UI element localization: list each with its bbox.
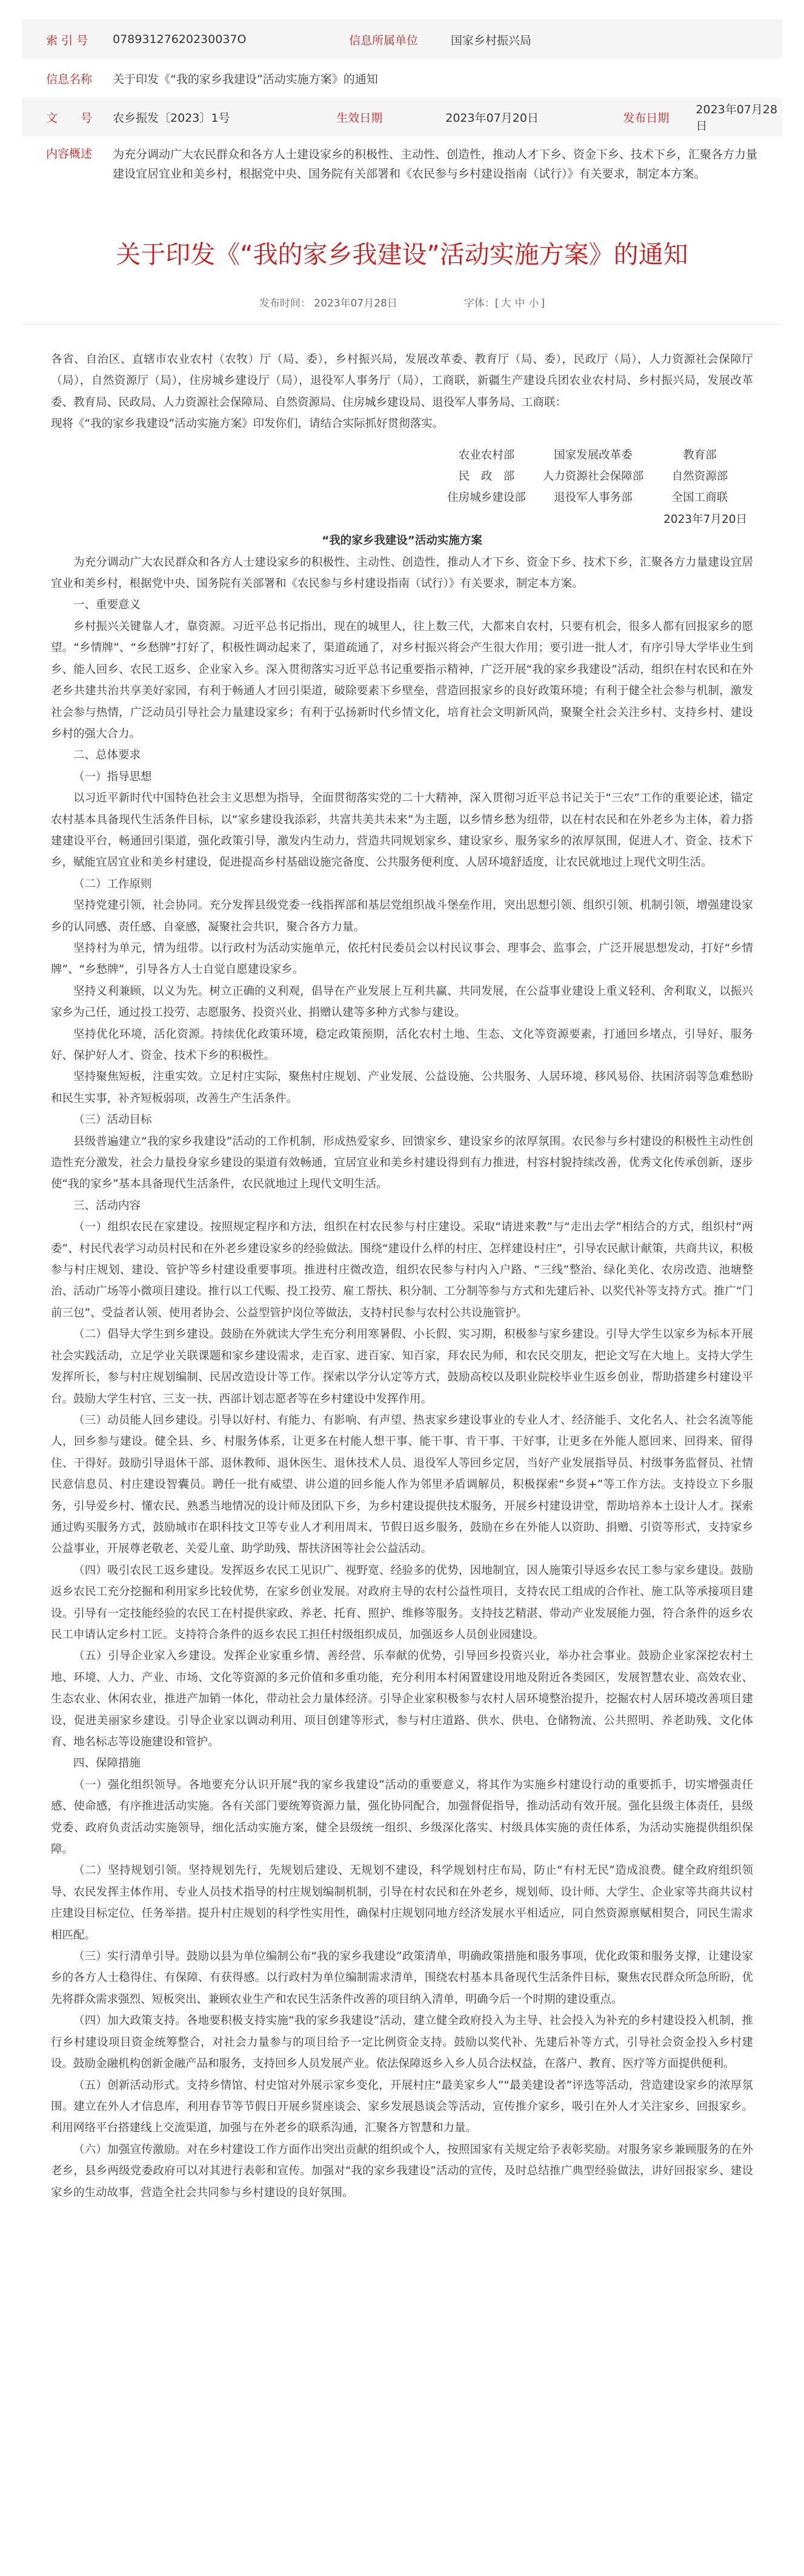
paragraph: （四）加大政策支持。各地要积极支持实施“我的家乡我建设”活动，建立健全政府投入为主导、社会投入为补充的乡村建设投入机制，推行乡村建设项目资金统筹整合，对社会力量参与的项目给予一定比例资金支持。鼓励以奖代补、先建后补等方式，引导社会资金投入乡村建设。鼓励金融机构创新金融产品和服务，支持回乡人员发展产业。依法保障返乡入乡人员合法权益，在落户、教育、医疗等方面提供便利。 xyxy=(51,2014,753,2071)
section-heading: 三、活动内容 xyxy=(73,1199,141,1212)
subsection-heading: （二）工作原则 xyxy=(73,877,152,891)
index-value: 07893127620230037O xyxy=(113,33,247,46)
signer-row xyxy=(51,445,753,466)
paragraph: 县级普遍建立“我的家乡我建设”活动的工作机制，形成热爱家乡、回馈家乡、建设家乡的浓厚氛围。农民参与乡村建设的积极性主动性创造性充分激发，社会力量投身家乡建设的渠道有效畅通，宜居宜业和美乡村建设得到有力推进，村容村貌持续改善，优秀文化传承创新，逐步使“我的家乡”基本具备现代生活条件，农民就地过上现代文明生活。 xyxy=(51,1135,753,1191)
paragraph: （五）引导企业家入乡建设。发挥企业家重乡情、善经营、乐奉献的优势，引导回乡投资兴业，举办社会事业。鼓励企业家深挖农村土地、环境、人力、产业、市场、文化等资源的多元价值和多重功能，充分利用本村闲置建设用地及附近各类园区，发展智慧农业、高效农业、生态农业、休闲农业，推进产加销一体化，带动社会力量体经济。引导企业家积极参与农村人居环境整治提升，挖掘农村人居环境改善项目建设，促进美丽家乡建设。引导企业家以调动利用、项目创建等形式，参与村庄道路、供水、供电、仓储物流、公共照明、养老助残、文化体育、地名标志等设施建设和管护。 xyxy=(51,1650,753,1748)
meta-row-index xyxy=(22,20,782,59)
recipients: 各省、自治区、直辖市农业农村（农牧）厅（局、委），乡村振兴局，发展改革委、教育厅（局、委），民政厅（局），人力资源社会保障厅（局），自然资源厅（局），住房城乡建设厅（局），退役军人事务厅（局），工商联，新疆生产建设兵团农业农村局、乡村振兴局，发展改革委、教育局、民政局、人力资源社会保障局、自然资源局、住房城乡建设局、退役军人事务局、工商联： xyxy=(51,353,753,409)
signer: 国家发展改革委 xyxy=(554,448,633,462)
info-title-label: 信息名称 xyxy=(46,72,93,86)
section-heading: 四、保障措施 xyxy=(73,1757,141,1770)
paragraph: 坚持村为单元，情为纽带。以行政村为活动实施单元，依托村民委员会以村民议事会、理事会、监事会，广泛开展思想发动，打好“乡情牌”、“乡愁牌”，引导各方人士自觉自愿建设家乡。 xyxy=(51,941,753,977)
paragraph: （三）实行清单引导。鼓励以县为单位编制公布“我的家乡我建设”政策清单，明确政策措施和服务事项，优化政策和服务支撑，让建设家乡的各方人士稳得住、有保障、有获得感。以行政村为单位编制需求清单，围绕农村基本具备现代生活条件目标，聚焦农民群众所急所盼，优先将群众需求强烈、短板突出、兼顾农业生产和农民生活条件改善的项目纳入清单，明确今后一个时期的建设重点。 xyxy=(51,1950,753,2006)
paragraph: （四）吸引农民工返乡建设。发挥返乡农民工见识广、视野宽、经验多的优势，因地制宜，因人施策引导返乡农民工参与家乡建设。鼓励返乡农民工充分挖掘和利用家乡比较优势，在家乡创业发展。对政府主导的农村公益性项目，支持农民工组成的合作社、施工队等承接项目建设。引导有一定技能经验的农民工在村提供家政、养老、托育、照护、维修等服务。支持技艺精湛、带动产业发展能力强，符合条件的返乡农民工申请认定乡村工匠。支持符合条件的返乡农民工担任村级组织成员，加强返乡人员创业园建设。 xyxy=(51,1564,753,1641)
signer: 自然资源部 xyxy=(671,470,728,483)
meta-row-summary xyxy=(22,136,782,192)
paragraph: 以习近平新时代中国特色社会主义思想为指导，全面贯彻落实党的二十大精神，深入贯彻习近平总书记关于“三农”工作的重要论述，锚定农村基本具备现代生活条件目标，以“家乡建设我添彩，共富共美共未来”为主题，以乡情乡愁为纽带，以在村农民和在外老乡为主体，着力搭建建设平台，畅通回引渠道，强化政策引导，激发内生动力，营造共同规划家乡、建设家乡、服务家乡的浓厚氛围，促进人才、资金、技术下乡，赋能宜居宜业和美乡村建设，促进提高乡村基础设施完备度、公共服务便利度、人居环境舒适度，让农民就地过上现代文明生活。 xyxy=(51,792,753,869)
info-title-value: 关于印发《“我的家乡我建设”活动实施方案》的通知 xyxy=(113,72,378,86)
paragraph: （三）动员能人回乡建设。引导以好村、有能力、有影响、有声望、热衷家乡建设事业的专业人才、经济能手、文化名人、社会名流等能人，回乡参与建设。健全县、乡、村服务体系，让更多在村能人想干事、能干事、肯干事、干好事，让更多在外能人愿回来、回得来、留得住、干得好。鼓励引导退休干部、退休教师、退休医生、退休技术人员、退役军人等回乡定居，当好产业发展指导员、村级事务监督员、社情民意信息员、村庄建设智囊员。聘任一批有威望、讲公道的回乡能人作为邻里矛盾调解员，积极探索“乡贤+”等工作方法。支持设立下乡服务，引导爱乡村、懂农民、熟悉当地情况的设计师及团队下乡，为乡村建设提供技术服务，开展乡村建设讲堂，帮助培养本土设计人才。探索通过购买服务方式，鼓励城市在职科技文卫等专业人才利用周末、节假日返乡服务，鼓励在乡在外能人以资助、捐赠、引资等形式，支持家乡公益事业，开展尊老敬老、关爱儿童、助学助残、帮扶济困等社会公益活动。 xyxy=(51,1413,753,1556)
publish-date-value: 2023年07月28日 xyxy=(696,103,778,133)
page-title: 关于印发《“我的家乡我建设”活动实施方案》的通知 xyxy=(116,240,688,269)
subsection-heading: （三）活动目标 xyxy=(73,1114,152,1127)
signer-row xyxy=(51,487,753,508)
signer: 教育部 xyxy=(683,448,717,462)
paragraph: 为充分调动广大农民群众和各方人士建设家乡的积极性、主动性、创造性，推动人才下乡、资金下乡、技术下乡，汇聚各方力量建设宜居宜业和美乡村，根据党中央、国务院有关部署和《农民参与乡村建设指南（试行）》有关要求，制定本方案。 xyxy=(51,556,753,591)
summary-label: 内容概述 xyxy=(46,147,93,161)
font-small-button[interactable]: 小 xyxy=(528,297,539,310)
section-heading: 二、总体要求 xyxy=(73,749,141,762)
signer: 民 政 部 xyxy=(458,470,515,483)
doc-no-value: 农乡振发〔2023〕1号 xyxy=(113,111,230,125)
paragraph: 乡村振兴关键靠人才，靠资源。习近平总书记指出，现在的城里人，往上数三代，大都来自农村，只要有机会，很多人都有回报家乡的愿望。“乡情牌”、“乡愁牌”打好了，积极性调动起来了，渠道疏通了，对乡村振兴将会产生很大作用；要引进一批人才，有序引导大学毕业生到乡、能人回乡、农民工返乡、企业家入乡。深入贯彻落实习近平总书记重要指示精神，广泛开展“我的家乡我建设”活动，组织在村农民和在外老乡共建共治共享美好家园，有利于畅通人才回引渠道，破除要素下乡壁垒，营造回报家乡的良好政策环境；有利于健全社会参与机制，激发社会参与热情，广泛动员引导社会力量建设家乡；有利于弘扬新时代乡情文化，培育社会文明新风尚，聚聚全社会关注乡村、支持乡村、建设乡村的强大合力。 xyxy=(51,620,753,740)
section-heading: 一、重要意义 xyxy=(73,599,141,612)
paragraph: （六）加强宣传激励。对在乡村建设工作方面作出突出贡献的组织或个人，按照国家有关规定给予表彰奖励。对服务家乡兼顾服务的在外老乡，县乡两级党委政府可以对其进行表彰和宣传。加强对“我的家乡我建设”活动的宣传，及时总结推广典型经验做法，讲好回报家乡、建设家乡的生动故事，营造全社会共同参与乡村建设的良好氛围。 xyxy=(51,2143,753,2199)
org-label: 信息所属单位 xyxy=(349,33,419,47)
signing-date: 2023年7月20日 xyxy=(663,513,747,526)
paragraph: （一）强化组织领导。各地要充分认识开展“我的家乡我建设”活动的重要意义，将其作为实施乡村建设行动的重要抓手，切实增强责任感、使命感，有序推进活动实施。各有关部门要统筹资源力量，强化协同配合，加强督促指导，推动活动有效开展。强化县级主体责任，县级党委、政府负责活动实施领导，细化活动实施方案，健全县级统一组织、乡级深化落实、村级具体实施的责任体系，为活动实施提供组织保障。 xyxy=(51,1778,753,1856)
summary-value: 为充分调动广大农民群众和各方人士建设家乡的积极性、主动性、创造性，推动人才下乡、资金下乡、技术下乡，汇聚各方力量建设宜居宜业和美乡村，根据党中央、国务院有关部署和《农民参与乡村建设指南（试行）》有关要求，制定本方案。 xyxy=(113,148,758,181)
font-medium-button[interactable]: 中 xyxy=(514,297,525,310)
paragraph: （五）创新活动形式。支持乡情馆、村史馆对外展示家乡变化，开展村庄“最美家乡人”“最美建设者”评选等活动，营造建设家乡的浓厚氛围。建立在外人才信息库，利用春节等节假日开展乡贤座谈会、家乡发展恳谈会等活动，宣传推介家乡，吸引在外人才关注家乡、回报家乡。利用网络平台搭建线上交流渠道，加强与在外老乡的联系沟通，汇聚各方智慧和力量。 xyxy=(51,2079,753,2135)
meta-row-docno xyxy=(22,98,782,136)
plan-title: “我的家乡我建设”活动实施方案 xyxy=(322,534,482,548)
plan-paragraphs xyxy=(51,552,753,2203)
effective-date-value: 2023年07月20日 xyxy=(445,111,539,125)
org-value: 国家乡村振兴局 xyxy=(451,33,532,47)
signer-row xyxy=(51,466,753,487)
subsection-heading: （一）指导思想 xyxy=(73,770,152,783)
article-body xyxy=(22,325,782,2203)
publish-date-label: 发布日期 xyxy=(623,111,669,125)
paragraph: （一）组织农民在家建设。按照规定程序和方法，组织在村农民参与村庄建设。采取“请进来教”与“走出去学”相结合的方式，组织村“两委”、村民代表学习动员村民和在外老乡建设家乡的经验做法。围绕“建设什么样的村庄、怎样建设村庄”，引导农民献计献策，共商共议，积极参与村庄规划、建设、管护等乡村建设重要事项。推进村庄微改造，组织农民参与村内入户路、“三线”整治、绿化美化、农房改造、池塘整治、活动广场等小微项目建设。推行以工代赈、投工投劳、雇工帮扶、积分制、工分制等参与方式和先建后补、以奖代补等支持方式。推广“门前三包”、受益者认领、使用者协会、公益型管护岗位等做法，支持村民参与农村公共设施管护。 xyxy=(51,1221,753,1320)
index-label: 索 引 号 xyxy=(46,33,88,47)
paragraph: 坚持优化环境，活化资源。持续优化政策环境，稳定政策预期，活化农村土地、生态、文化等资源要素，打通回乡堵点，引导好、服务好、保护好人才、资金、技术下乡的积极性。 xyxy=(51,1027,753,1062)
paragraph: （二）倡导大学生到乡建设。鼓励在外就读大学生充分利用寒暑假、小长假、实习期，积极参与家乡建设。引导大学生以家乡为标本开展社会实践活动，立足学业关联课题和家乡建设需求，走百家、进百家、知百家，拜农民为师，和农民交朋友，把论文写在大地上。支持大学生发挥所长，参与村庄规划编制、民居改造设计等工作。探索以学分认定等方式，鼓励高校以及职业院校毕业生返乡创业，帮助搭建乡村建设平台。鼓励大学生村官、三支一扶、西部计划志愿者等在乡村建设中发挥作用。 xyxy=(51,1328,753,1406)
font-label: 字体： xyxy=(463,297,495,310)
font-size-control: 字体：[ 大 中 小 ] xyxy=(463,297,545,310)
paragraph: 坚持聚焦短板，注重实效。立足村庄实际，聚焦村庄规划、产业发展、公益设施、公共服务、人居环境、移风易俗、扶困济弱等急难愁盼和民生实事，补齐短板弱项，改善生产生活条件。 xyxy=(51,1071,753,1105)
doc-subinfo xyxy=(22,294,782,325)
paragraph: （二）坚持规划引领。坚持规划先行，先规划后建设、无规划不建设，科学规划村庄布局，防止“有村无民”造成浪费。健全政府组织领导、农民发挥主体作用、专业人员技术指导的村庄规划编制机制，引导在村农民和在外老乡，规划师、设计师、大学生、企业家等共商共议村庄建设目标定位、任务举措。提升村庄规划的科学性实用性，确保村庄规划同地方经济发展水平相适应，同自然资源禀赋相契合，同民生需求相匹配。 xyxy=(51,1864,753,1942)
signer: 住房城乡建设部 xyxy=(447,491,526,505)
signer: 退役军人事务部 xyxy=(554,491,633,505)
effective-date-label: 生效日期 xyxy=(336,111,383,125)
signer: 农业农村部 xyxy=(458,448,515,462)
signer: 人力资源社会保障部 xyxy=(542,470,644,483)
signer: 全国工商联 xyxy=(671,491,728,505)
paragraph: 坚持义利兼顾，以义为先。树立正确的义利观，倡导在产业发展上互利共赢、共同发展，在公益事业建设上重义轻利、舍利取义，以振兴家乡为己任，通过投工投劳、志愿服务、投资兴业、捐赠认建等多种方式参与建设。 xyxy=(51,984,753,1020)
info-table xyxy=(22,19,782,192)
meta-row-title xyxy=(22,59,782,98)
publish-time: 发布时间： 2023年07月28日 xyxy=(259,297,397,310)
intro-paragraph: 现将《“我的家乡我建设”活动实施方案》印发你们，请结合实际抓好贯彻落实。 xyxy=(51,417,444,431)
font-large-button[interactable]: 大 xyxy=(500,297,511,310)
signers xyxy=(51,445,753,531)
paragraph: 坚持党建引领，社会协同。充分发挥县级党委一线指挥部和基层党组织战斗堡垒作用，突出思想引领、组织引领、机制引领，增强建设家乡的认同感、责任感、自豪感，凝聚社会共识，聚合各方力量。 xyxy=(51,899,753,934)
doc-no-label: 文 号 xyxy=(46,111,93,125)
